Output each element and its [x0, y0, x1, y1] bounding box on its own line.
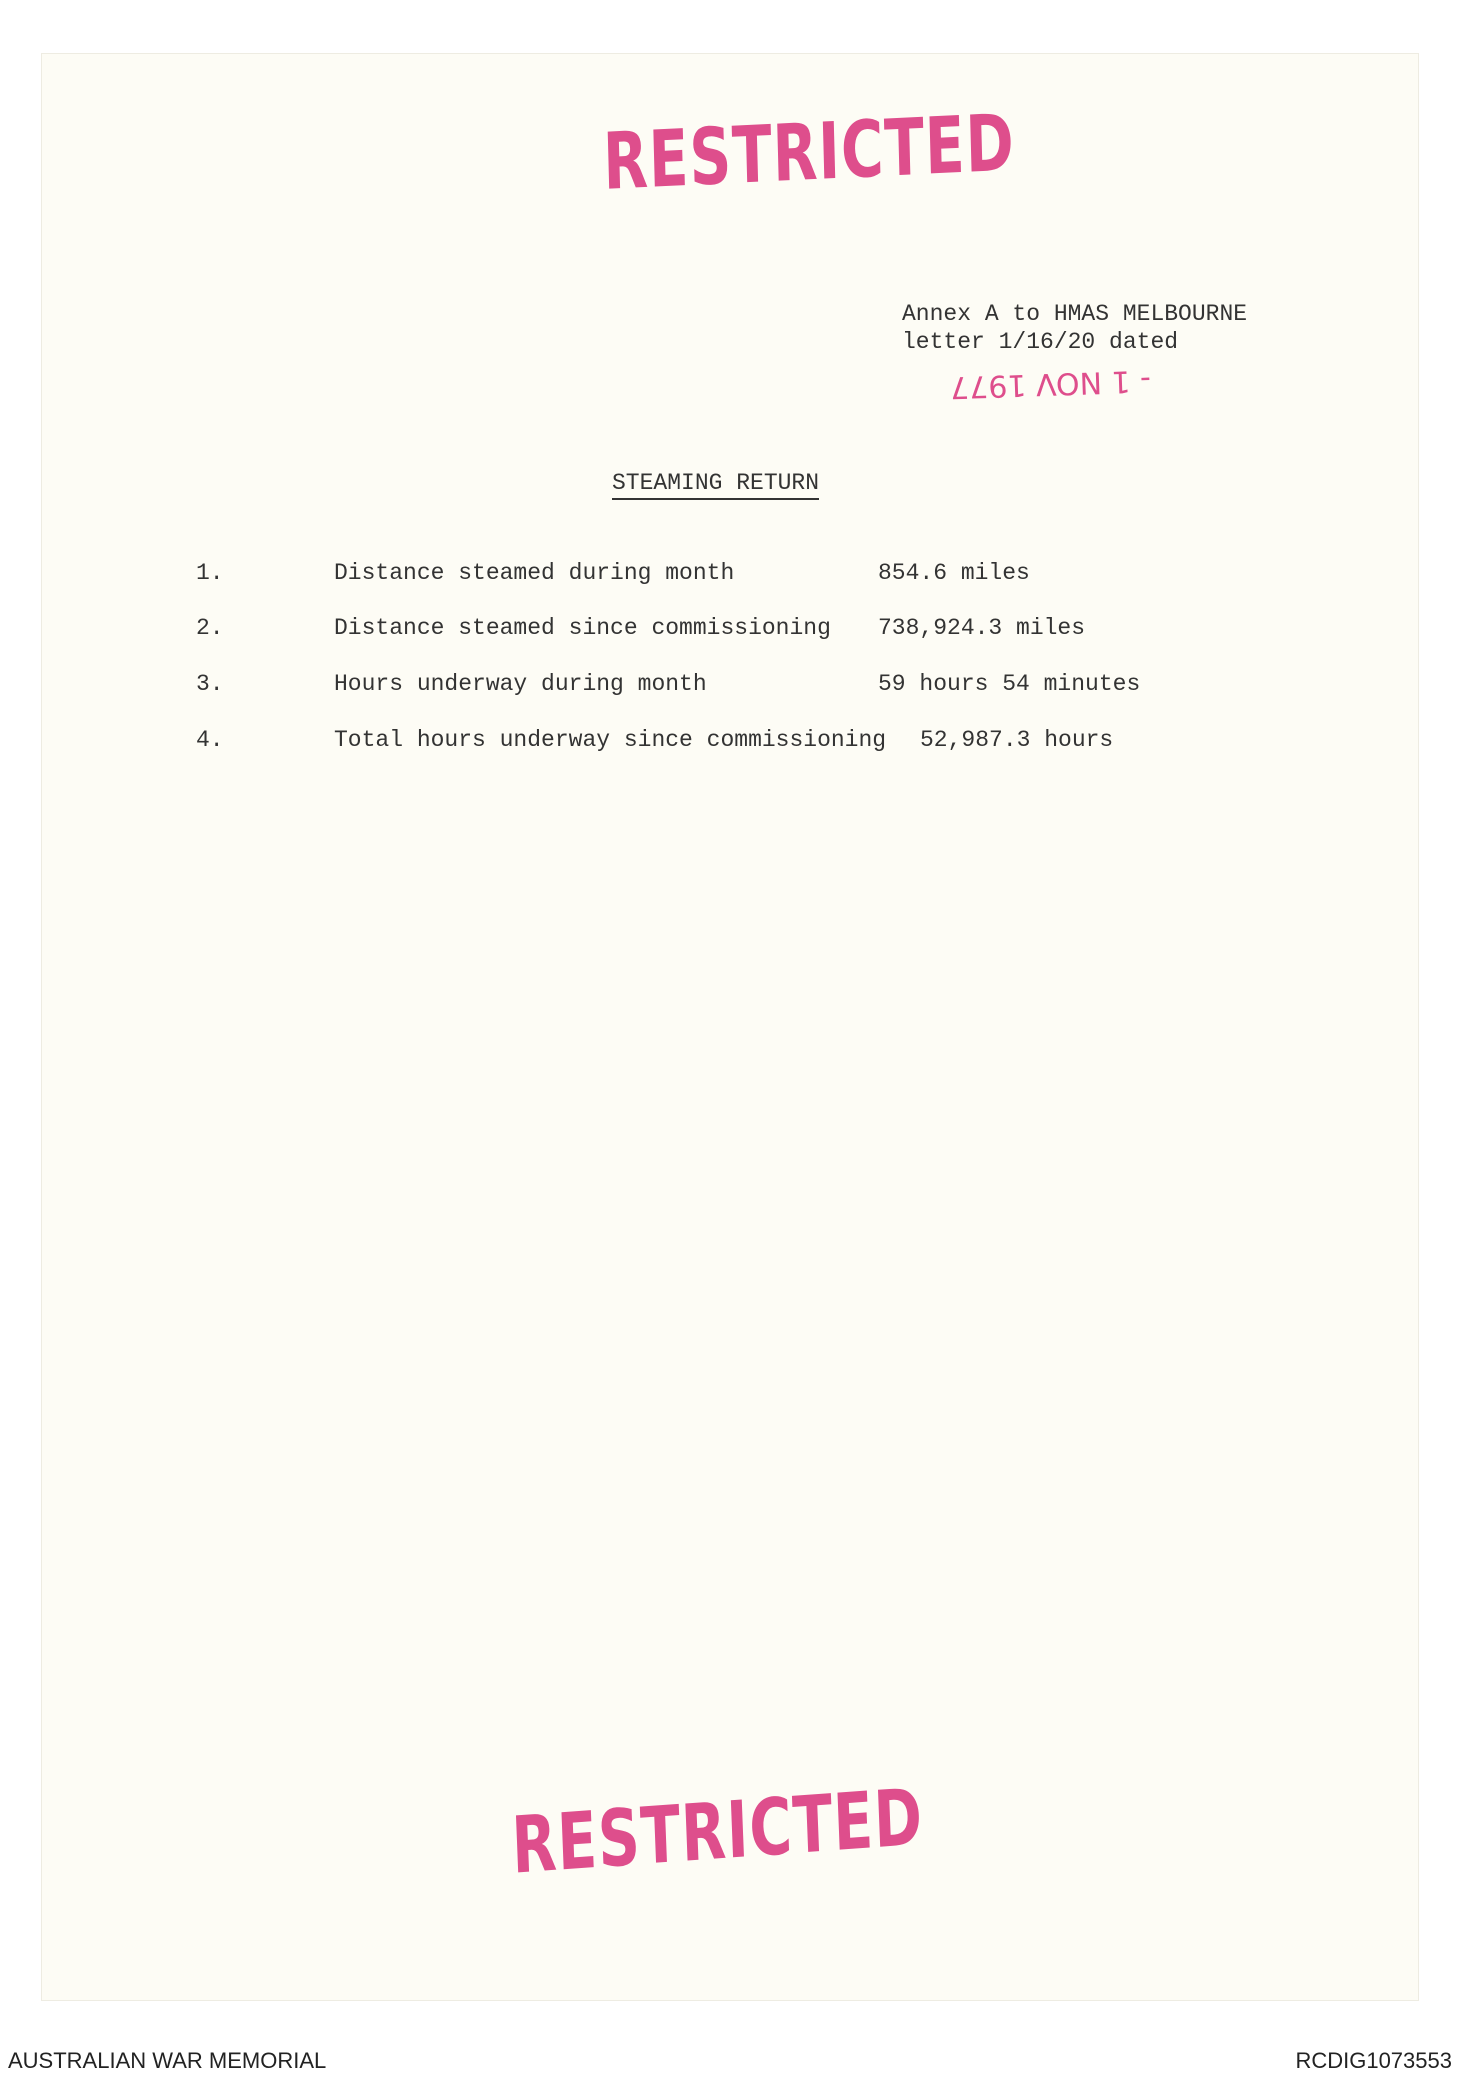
item-label: Distance steamed since commissioning: [334, 615, 831, 641]
restricted-stamp-bottom: RESTRICTED: [510, 1770, 925, 1892]
item-value: 59 hours 54 minutes: [878, 671, 1141, 697]
item-label: Hours underway during month: [334, 671, 707, 697]
item-number: 1.: [196, 560, 224, 586]
item-value: 738,924.3 miles: [878, 615, 1086, 641]
item-number: 3.: [196, 671, 224, 697]
item-number: 2.: [196, 615, 224, 641]
annex-line-1: Annex A to HMAS MELBOURNE: [902, 301, 1248, 327]
annex-reference: [902, 300, 1247, 356]
footer-id: RCDIG1073553: [1295, 2048, 1452, 2073]
item-label: Total hours underway since commissioning: [334, 727, 887, 753]
item-number: 4.: [196, 727, 224, 753]
date-stamp: - 1 NOV 1977: [949, 362, 1152, 405]
item-label: Distance steamed during month: [334, 560, 735, 586]
footer-source: AUSTRALIAN WAR MEMORIAL: [8, 2048, 327, 2073]
annex-line-2: letter 1/16/20 dated: [902, 329, 1179, 355]
document-title: STEAMING RETURN: [612, 470, 819, 500]
item-value: 52,987.3 hours: [920, 727, 1114, 753]
restricted-stamp-top: RESTRICTED: [602, 96, 1016, 208]
item-value: 854.6 miles: [878, 560, 1030, 586]
